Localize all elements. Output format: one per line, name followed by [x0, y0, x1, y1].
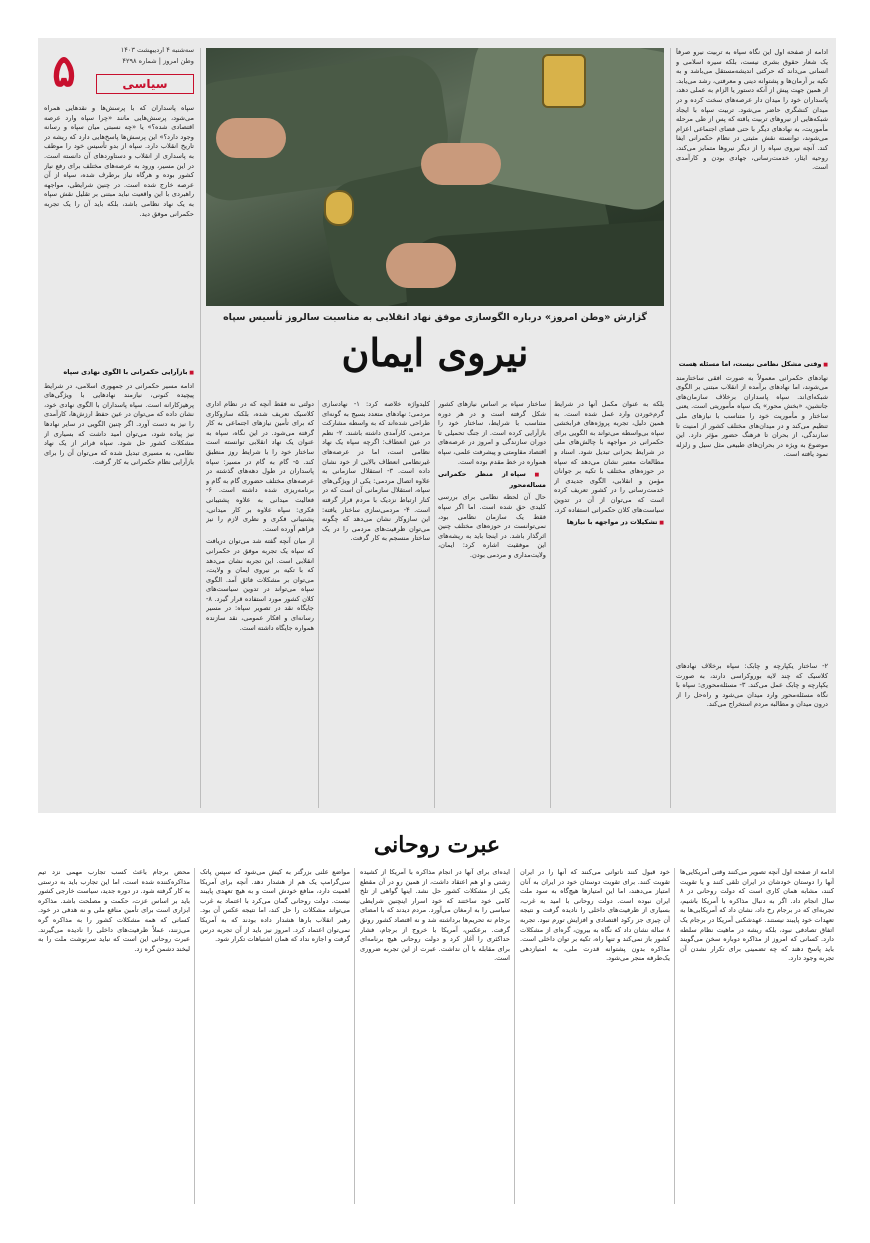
second-story-panel	[38, 830, 836, 1208]
paragraph: ساختار سپاه بر اساس نیازهای کشور شکل گرفته است و در هر دوره متناسب با شرایط، ساختار خود را بازآرایی کرده است. از جنگ تحمیلی تا دوران سازندگی و امروز در عرصه‌های اقتصاد مقاومتی و پیشرفت علمی، سپاه همواره در خط مقدم بوده است.	[438, 400, 546, 466]
column-divider	[550, 400, 551, 808]
paragraph: ادامه از صفحه اول این نگاه سپاه به تربیت نیرو صرفاً یک شعار حقوق بشری نیست، بلکه سیره اسلامی و انسانی می‌داند که حرکتی اندیشه‌مستقل می‌باشد و به تکیه بر آرمان‌ها و پشتوانه دینی و معرفتی، رشد می‌یابد. از همین جهت پیش از آنکه دستور یا الزام به عملی دهد، پاسداران خود را میدان دار عرصه‌های سخت کرده و در میدان کنشگری حاضر می‌شود. تربیت سپاه با ایجاد شبکه‌هایی از نیروهای تربیت یافته که پس از طی مرحله مأموریت، به نهادهای دیگر با حتی فضای اجتماعی اعزام می‌شوند، توانسته نقش مثبتی در نظام حکمرانی ایفا کند. آنچه نیروی سپاه را از دیگر نیروها متمایز می‌کند، روحیه ایثار، خدمت‌رسانی، جهادی بودن و کارآمدی است.	[676, 48, 828, 172]
second-story-col-3	[360, 868, 510, 1206]
newspaper-page	[38, 38, 836, 1208]
column-divider	[514, 868, 515, 1204]
subheading: ■ بازآرایی حکمرانی با الگوی نهادی سپاه	[44, 368, 194, 379]
paragraph: بلکه به عنوان مکمل آنها در شرایط گرم‌خوردن وارد عمل شده است. به همین دلیل، تجربه پروژه‌های فرابخشی سپاه بی‌واسطه می‌تواند به الگویی برای حکمرانی در مواجهه با چالش‌های ملی در شرایط بحرانی تبدیل شود. اسناد و مطالعات معتبر نشان می‌دهد که سپاه در حوزه‌های مختلف با تکیه بر جوانان مؤمن و انقلابی، الگوی جدیدی از خدمت‌رسانی را در کشور تعریف کرده است که می‌توان از آن در تدوین سیاست‌های کلان حکمرانی استفاده کرد.	[554, 400, 664, 514]
paragraph: ایده‌ای برای آنها در انجام مذاکره با آمریکا از کشیده زشتی و او هم اعتقاد داشت، از همین رو در آن مقطع یکی از مشکلات کشور حل نشد. اینها گواهی از تلخ کامی خود ساختند که خود اسرار اینچنین شرایطی سیاسی را به ارمغان می‌آورد. مردم دیدند که با امضای برجام نه تحریم‌ها برداشته شد و نه اقتصاد کشور رونق گرفت. برعکس، آمریکا با خروج از برجام، فشار حداکثری را آغاز کرد و دولت روحانی هیچ برنامه‌ای برای مقابله با آن نداشت. عبرت از این تجربه ضروری است.	[360, 868, 510, 963]
column-divider	[354, 868, 355, 1204]
paragraph: سپاه پاسداران که با پرسش‌ها و نقدهایی همراه می‌شود، پرسش‌هایی مانند «چرا سپاه وارد عرصه اقتصادی شده؟» یا «چه نسبتی میان سپاه و رسانه وجود دارد؟» این پرسش‌ها پاسخ‌هایی دارد که ریشه در تاریخ انقلاب دارد. سپاه از بدو تأسیس خود را موظف به پاسداری از انقلاب و دستاوردهای آن دانسته است. در این مسیر، ورود به عرصه‌های مختلف برای رفع نیاز کشور بوده و هرگاه نیاز برطرف شده، سپاه از آن عرصه خارج شده است. در چنین شرایطی، مواجهه راهبردی با این واقعیت نباید مبتنی بر تقلیل نقش سپاه به یک نهاد نظامی باشد، بلکه باید آن را یک تجربه حکمرانی موفق دید.	[44, 104, 194, 218]
subheading: ■ وفتی مشکل نظامی نیست، اما مسئله هست	[676, 360, 828, 371]
second-story-col-1	[680, 868, 834, 1206]
section-label: سیاسی	[122, 77, 168, 91]
second-story-title: عبرت روحانی	[373, 832, 501, 858]
paragraph: مواضع علنی بزرگتر به کیش می‌شود که سپس پاتک سی‌گرامپ یک هم از هشدار دهد. آنچه برای آمریکا اهمیت دارد، منافع خودش است و به هیچ تعهدی پایبند نیست. دولت روحانی گمان می‌کرد با اعتماد به غرب می‌تواند مشکلات را حل کند، اما نتیجه عکس آن بود. رهبر انقلاب بارها هشدار داده بودند که به آمریکا نمی‌توان اعتماد کرد. امروز نیز باید از آن تجربه درس گرفت و اجازه نداد که همان اشتباهات تکرار شود.	[200, 868, 350, 944]
subheading: ■ سپاه از منظر حکمرانی مساله‌محور	[438, 470, 546, 490]
column-center-left	[322, 400, 430, 808]
subheading: ■ تشکیلات در مواجهه با نیازها	[554, 518, 664, 529]
column-divider	[674, 868, 675, 1204]
column-divider	[194, 868, 195, 1204]
page-number: ۵	[52, 46, 76, 97]
lead-kicker: گزارش «وطن امروز» درباره الگوسازی موفق نهاد انقلابی به مناسبت سالروز تأسیس سپاه	[223, 312, 647, 323]
lead-photo	[206, 48, 664, 306]
column-divider	[434, 400, 435, 808]
column-center	[438, 400, 546, 808]
column-divider	[200, 48, 201, 808]
lead-title: نیروی ایمان	[341, 330, 529, 375]
paragraph: محض برجام باعث کسب تجارب مهمی نزد تیم مذاکره‌کننده شده است، اما این تجارب باید به درستی به کار گرفته شود. در دوره جدید، سیاست خارجی کشور باید بر اساس عزت، حکمت و مصلحت باشد. مذاکره ابزاری است برای تأمین منافع ملی و نه هدفی در خود. کسانی که همه مشکلات کشور را به مذاکره گره می‌زنند، عملاً ظرفیت‌های داخلی را نادیده می‌گیرند. عبرت روحانی این است که نباید سرنوشت ملت را به لبخند دشمن گره زد.	[38, 868, 190, 953]
paragraph: ادامه از صفحه اول آنچه تصویر می‌کنند وقتی آمریکایی‌ها آنها را دوستان خودشان در ایران تلقی کنند و یا تقویت کنند، مشابه همان کاری است که دولت روحانی در ۸ سال انجام داد. اگر به دنبال مذاکره با آمریکا باشیم، تجربه‌ای که در برجام رخ داد، نشان داد که آمریکایی‌ها به تعهدات خود پایبند نیستند. عهدشکنی آمریکا در برجام یک اتفاق تصادفی نبود، بلکه ریشه در ماهیت نظام سلطه دارد. کسانی که امروز از مذاکره دوباره سخن می‌گویند باید پاسخ دهند که چه تضمینی برای تکرار نشدن آن تجربه وجود دارد.	[680, 868, 834, 963]
column-far-left	[44, 104, 194, 364]
paragraph: دولتی نه فقط آنچه که در نظام اداری کلاسیک تعریف شده، بلکه سازوکاری که برای تأمین نیازهای اجتماعی به کار گرفته می‌شود. در این نگاه، سپاه به عنوان یک نهاد انقلابی توانسته است ساختار خود را با شرایط روز منطبق کند. ۵- گام به گام در مسیر: سپاه پاسداران در طول دهه‌های گذشته در عرصه‌های مختلف حضوری گام به گام و برنامه‌ریزی شده داشته است. ۶- فعالیت میدانی به علاوه پشتیبانی فکری: سپاه علاوه بر کار میدانی، پشتیبانی فکری و نظری لازم را نیز فراهم آورده است.	[206, 400, 314, 533]
paragraph: حال آن لحظه نظامی برای بررسی کلیدی حق شده است. اما اگر سپاه فقط یک سازمان نظامی بود، نمی‌توانست در حوزه‌های مختلف چنین اثرگذار باشد. در اینجا باید به ریشه‌های این موفقیت اشاره کرد: ایمان، ولایت‌مداری و مردمی بودن.	[438, 493, 546, 559]
section-tag	[96, 74, 194, 94]
second-story-col-2	[520, 868, 670, 1206]
column-divider	[318, 400, 319, 808]
lead-story-panel	[38, 38, 836, 813]
paragraph: نهادهای حکمرانی معمولاً به صورت افقی ساختارمند می‌شوند، اما نهادهای برآمده از انقلاب مبتنی بر الگوی شبکه‌ای‌اند. سپاه پاسداران برخلاف سازمان‌های جانشین، «بخش محور» یک سپاه مأموریتی است. یعنی ساختار و مأموریت خود را متناسب با نیازهای ملی تنظیم می‌کند و در میدان‌های مختلف کشور از امنیت تا سازندگی، از بحران تا فرهنگ حضور مؤثر دارد. این موضوع به ویژه در بحران‌های طبیعی مثل سیل و زلزله نمود یافته است.	[676, 373, 828, 459]
column-right-mid	[676, 360, 828, 660]
column-left	[206, 400, 314, 808]
paragraph: خود قبول کنند ناتوانی می‌کنند که آنها را در ایران تقویت کنند. برای تقویت دوستان خود در ایران به آنان امتیاز می‌دهند، اما این امتیازها هیچ‌گاه به سود ملت ایران نبوده است. دولت روحانی با امید به غرب، بسیاری از ظرفیت‌های داخلی را نادیده گرفت و نتیجه آن چیزی جز رکود اقتصادی و افزایش تورم نبود. تجربه ۸ ساله نشان داد که نگاه به بیرون، گره‌ای از مشکلات کشور باز نمی‌کند و تنها راه، تکیه بر توان داخلی است. مذاکره بدون پشتوانه قدرت ملی، به امتیازدهی یک‌طرفه منجر می‌شود.	[520, 868, 670, 963]
paragraph: ۲- ساختار یکپارچه و چابک: سپاه برخلاف نهادهای کلاسیک که چند لایه بوروکراسی دارند، به صورت یکپارچه و چابک عمل می‌کند. ۳- مسئله‌محوری: سپاه با نگاه مسئله‌محور وارد میدان می‌شود و راه‌حل را از درون میدان و مطالبه مردم استخراج می‌کند.	[676, 662, 828, 709]
column-center-right	[554, 400, 664, 808]
second-story-col-4	[200, 868, 350, 1206]
paragraph: ادامه مسیر حکمرانی در جمهوری اسلامی، در شرایط پیچیده کنونی، نیازمند نهادهایی با ویژگی‌های پرهیزکارانه است. سپاه پاسداران با الگوی نهادی خود، نشان داده که می‌توان در عین حفظ ارزش‌ها، کارآمدی را نیز به دست آورد. اگر چنین الگویی در سایر نهادها نیز پیاده شود، می‌توان امید داشت که بسیاری از مشکلات کشور حل شود. سپاه فراتر از یک نهاد نظامی، به مسیری تبدیل شده که می‌توان آن را برای بازآرایی نظام حکمرانی به کار گرفت.	[44, 381, 194, 467]
column-divider	[670, 48, 671, 808]
paragraph: کلیدواژه خلاصه کرد: ۱- نهادسازی مردمی: نهادهای متعدد بسیج به گونه‌ای طراحی شده‌اند که به واسطه مشارکت مردمی، کارآمدی داشته باشند. ۲- نظم در عین انعطاف: اگرچه سپاه یک نهاد نظامی است، اما در عرصه‌های غیرنظامی انعطاف بالایی از خود نشان داده است. ۳- استقلال سازمانی به علاوه اتصال مردمی: یکی از ویژگی‌های سپاه، استقلال سازمانی آن است که در کنار ارتباط نزدیک با مردم قرار گرفته است. ۴- مردمی‌سازی ساختار یافته: این سازوکار نشان می‌دهد که چگونه می‌توان ظرفیت‌های مردمی را در یک ساختار منسجم به کار گرفت.	[322, 400, 430, 543]
paragraph: از میان آنچه گفته شد می‌توان دریافت که سپاه یک تجربه موفق در حکمرانی انقلابی است. این تجربه نشان می‌دهد که با تکیه بر نیروی ایمان و ولایت، می‌توان بر مشکلات فائق آمد. الگوی سپاه می‌تواند در تدوین سیاست‌های کلان کشور مورد استفاده قرار گیرد. ۸- جایگاه نقد در تصویر سپاه: در مسیر رسانه‌ای و افکار عمومی، نقد سازنده همواره جایگاه داشته است.	[206, 537, 314, 632]
column-right-top	[676, 48, 828, 358]
issue-line: وطن امروز | شماره ۴۲۹۸	[122, 57, 194, 65]
page-header	[44, 46, 194, 98]
column-far-left-2	[44, 368, 194, 808]
date-line: سه‌شنبه ۴ اردیبهشت ۱۴۰۳	[120, 46, 194, 54]
second-story-col-5	[38, 868, 190, 1206]
column-right-bottom	[676, 662, 828, 808]
